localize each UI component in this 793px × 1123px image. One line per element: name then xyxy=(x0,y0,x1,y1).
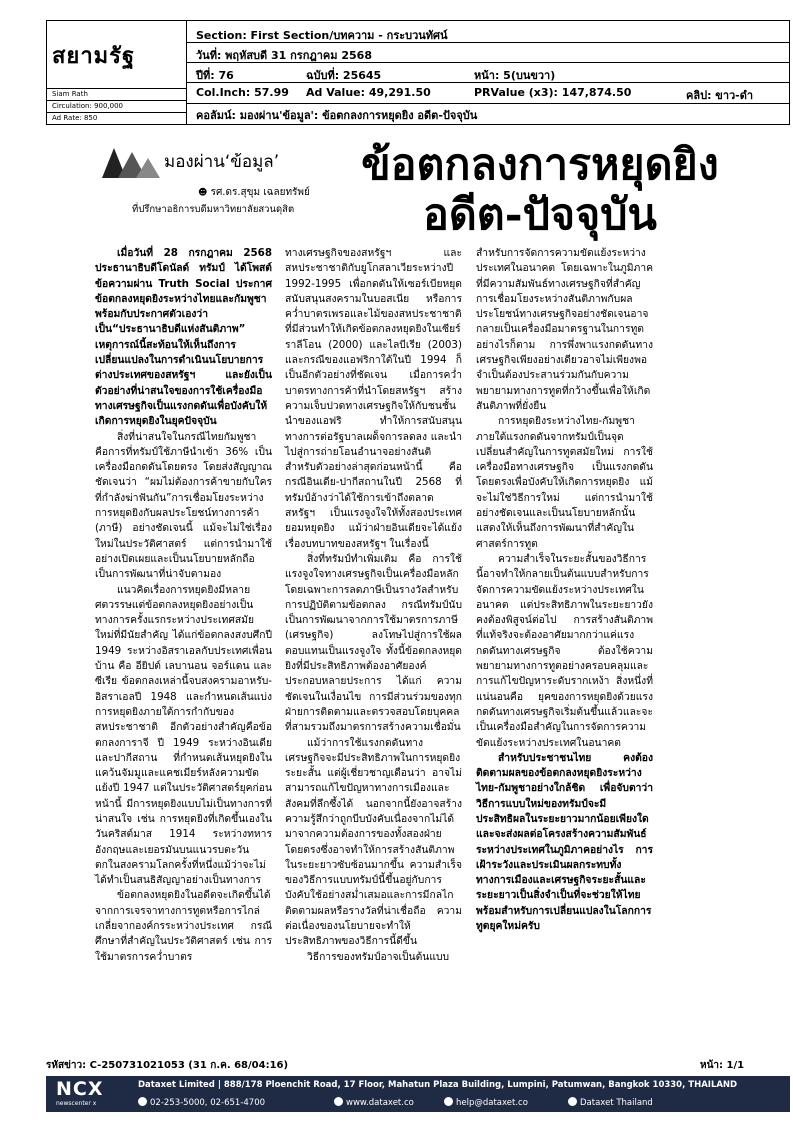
paragraph: ข้อตกลงหยุดยิงในอดีตจะเกิดขึ้นได้จากการเจรจาทางการทูตหรือการไกล่เกลี่ยจากองค์กรระหว่างประเทศ กรณีศึกษาที่สำคัญในประวัติศาสตร์ เช่น การใช้มาตรการคว่ำบาตร xyxy=(95,889,272,963)
author-icon: ☻ xyxy=(198,188,208,198)
publication-logo: สยามรัฐ xyxy=(52,44,136,69)
year-field: ปีที่: 76 xyxy=(196,69,234,82)
circulation: Circulation: 900,000 xyxy=(52,102,124,110)
facebook-link[interactable]: Dataxet Thailand xyxy=(580,1098,653,1108)
headline-line-2: อดีต-ปัจจุบัน xyxy=(423,190,657,240)
email-icon xyxy=(444,1097,453,1106)
author-name: รศ.ดร.สุขุม เฉลยทรัพย์ xyxy=(210,187,310,198)
page-count: หน้า: 1/1 xyxy=(700,1060,745,1071)
source-name: Siam Rath xyxy=(52,90,88,98)
footer-phone xyxy=(138,1097,265,1108)
headline-line-1: ข้อตกลงการหยุดยิง xyxy=(361,140,719,190)
paragraph: การหยุดยิงระหว่างไทย-กัมพูชาภายใต้แรงกดดันจากทรัมป์เป็นจุดเปลี่ยนสำคัญในการทูตสมัยใหม่ การใช้เครื่องมือทางเศรษฐกิจ เป็นแรงกดดันโดยตรงเพื่อบังคับให้เกิดการหยุดยิง แม้จะไม่ใช่วิธีการใหม่ แต่การนำมาใช้อย่างชัดเจนและเป็นนโยบายหลักนั้นแสดงให้เห็นถึงการพัฒนาที่สำคัญในศาสตร์การทูต xyxy=(476,415,653,550)
globe-icon xyxy=(334,1097,343,1106)
ad-rate: Ad Rate: 850 xyxy=(52,114,98,122)
column-field: คอลัมน์: มองผ่าน'ข้อมูล': ข้อตกลงการหยุดยิง อดีต-ปัจจุบัน xyxy=(196,109,478,122)
author-title: ที่ปรึกษาอธิการบดีมหาวิทยาลัยสวนดุสิต xyxy=(132,204,295,215)
phone-text: 02-253-5000, 02-651-4700 xyxy=(150,1098,266,1108)
column-name: มองผ่าน‘ข้อมูล’ xyxy=(164,152,280,172)
ncx-logo: NCX xyxy=(56,1078,104,1100)
paragraph: ทางเศรษฐกิจของสหรัฐฯ และสหประชาชาติกับยูโกสลาเวียระหว่างปี 1992-1995 เพื่อกดดันให้เซอร์เบียหยุดสนับสนุนสงครามในบอสเนีย หรือการคว่ำบาตรเพรอและไม้ของสหประชาชาติที่มีส่วนทำให้เกิดข้อตกลงหยุดยิงในเซียร์ราลีโอน (2000) และไลบีเรีย (2003) และกรณีของแอฟริกาใต้ในปี 1994 ก็เป็นอีกตัวอย่างที่ชัดเจน เมื่อการคว่ำบาตรทางการค้าที่นำโดยสหรัฐฯ สร้างความเจ็บปวดทางเศรษฐกิจให้กับชนชั้นนำของแอฟริ ทำให้การสนับสนุนทางการต่อรัฐบาลเผด็จการลดลง และนำไปสู่การถ่ายโอนอำนาจอย่างสันติ สำหรับตัวอย่างล่าสุดก่อนหน้านี้ คือ กรณีอินเดีย-ปากีสถานในปี 2568 ที่ทรัมป์อ้างว่าได้ใช้การเข้าถึงตลาดสหรัฐฯ เป็นแรงจูงใจให้ทั้งสองประเทศยอมหยุดยิง แม้ว่าฝ่ายอินเดียจะได้แย้งเรื่องบทบาทของสหรัฐฯ ในเรื่องนี้ xyxy=(285,247,462,550)
ad-value-field: Ad Value: 49,291.50 xyxy=(306,86,431,99)
page-field: หน้า: 5(บนขวา) xyxy=(474,69,556,82)
footer-website[interactable] xyxy=(334,1097,414,1108)
col-inch-field: Col.Inch: 57.99 xyxy=(196,86,289,99)
footer-email[interactable] xyxy=(444,1097,528,1108)
email-link[interactable]: help@dataxet.co xyxy=(456,1098,528,1108)
facebook-icon xyxy=(568,1097,577,1106)
body-column-1 xyxy=(95,246,272,965)
section-field: Section: First Section/บทความ - กระบวนทัศน์ xyxy=(196,29,448,42)
body-column-3 xyxy=(476,246,653,934)
paragraph: วิธีการของทรัมป์อาจเป็นต้นแบบ xyxy=(307,950,450,963)
website-link[interactable]: www.dataxet.co xyxy=(346,1098,414,1108)
footer-facebook[interactable] xyxy=(568,1097,653,1108)
paragraph-conclusion: สำหรับประชาชนไทย คงต้องติดตามผลของข้อตกลงหยุดยิงระหว่างไทย-กัมพูชาอย่างใกล้ชิด เพื่อจับตาว่าวิธีการแบบใหม่ของทรัมป์จะมีประสิทธิผลในระยะยาวมากน้อยเพียงใด และจะส่งผลต่อโครงสร้างความสัมพันธ์ระหว่างประเทศในภูมิภาคอย่างไร การเฝ้าระวังและประเมินผลกระทบทั้งทางการเมืองและเศรษฐกิจระยะสั้นและระยะยาวเป็นสิ่งจำเป็นที่จะช่วยให้ไทยพร้อมสำหรับการเปลี่ยนแปลงในโลกการทูตยุคใหม่ครับ xyxy=(476,751,653,933)
phone-icon xyxy=(138,1097,147,1106)
paragraph: แนวคิดเรื่องการหยุดยิงมีหลายศตวรรษแต่ข้อตกลงหยุดยิงอย่างเป็นทางการครั้งแรกระหว่างประเทศสมัยใหม่ที่มีนัยสำคัญ ได้แก่ข้อตกลงสงบศึกปี 1949 ระหว่างอิสราเอลกับประเทศเพื่อนบ้าน คือ อียิปต์ เลบานอน จอร์แดน และซีเรีย ข้อตกลงเหล่านี้จบสงครามอาหรับ-อิสราเอลปี 1948 และกำหนดเส้นแบ่งการหยุดยิงภายใต้การกำกับของสหประชาชาติ อีกตัวอย่างสำคัญคือข้อตกลงการาจี ปี 1949 ระหว่างอินเดียและปากีสถาน ที่กำหนดเส้นหยุดยิงในแคว้นจัมมูและแคชเมียร์หลังความขัดแย้งปี 1947 แต่ในประวัติศาสตร์ยุคก่อนหน้านี้ มีการหยุดยิงแบบไม่เป็นทางการที่น่าสนใจ เช่น การหยุดยิงที่เกิดขึ้นเองในวันคริสต์มาส 1914 ระหว่างทหารอังกฤษและเยอรมันบนแนวรบตะวันตกในสงครามโลกครั้งที่หนึ่งแม้ว่าจะไม่ได้ทำเป็นสนธิสัญญาอย่างเป็นทางการ xyxy=(95,583,272,887)
footer-bar xyxy=(46,1076,790,1112)
paragraph: แม้ว่าการใช้แรงกดดันทางเศรษฐกิจจะมีประสิทธิภาพในการหยุดยิงระยะสั้น แต่ผู้เชี่ยวชาญเตือนว่า อาจไม่สามารถแก้ไขปัญหาทางการเมืองและสังคมที่ลึกซึ้งได้ นอกจากนี้ยังอาจสร้างความรู้สึกว่าถูกบีบบังคับเนื่องจากไม่ได้มาจากความต้องการของทั้งสองฝ่ายโดยตรงซึ่งอาจทำให้การสร้างสันติภาพในระยะยาวซับซ้อนมากขึ้น ความสำเร็จของวิธีการแบบทรัมป์นี้ขึ้นอยู่กับการบังคับใช้อย่างสม่ำเสมอและการมีกลไกติดตามผลหรือรางวัลที่น่าเชื่อถือ ความต่อเนื่องของนโยบายจะทำให้ประสิทธิภาพของวิธีการนี้ดีขึ้น xyxy=(285,736,462,948)
headline xyxy=(340,140,740,240)
paragraph: สิ่งที่น่าสนใจในกรณีไทยกัมพูชา คือการที่ทรัมป์ใช้ภาษีนำเข้า 36% เป็นเครื่องมือกดดันโดยตรง โดยส่งสัญญาณชัดเจนว่า “ผมไม่ต้องการค้าขายกับใครที่กำลังฆ่าฟันกัน”การเชื่อมโยงระหว่างการหยุดยิงกับผลประโยชน์ทางการค้า (ภาษี) อย่างชัดเจนนี้ แม้จะไม่ใช่เรื่องใหม่ในประวัติศาสตร์ แต่การนำมาใช้อย่างเปิดเผยและเป็นนโยบายหลักถือเป็นการพัฒนาที่น่าจับตามอง xyxy=(95,430,272,581)
paragraph: สำหรับการจัดการความขัดแย้งระหว่างประเทศในอนาคต โดยเฉพาะในภูมิภาคที่มีความสัมพันธ์ทางเศรษฐกิจที่สำคัญ การเชื่อมโยงระหว่างสันติภาพกับผลประโยชน์ทางเศรษฐกิจอย่างชัดเจนอาจกลายเป็นเครื่องมือมาตรฐานในการทูต อย่างไรก็ตาม การพึ่งพาแรงกดดันทางเศรษฐกิจเพียงอย่างเดียวอาจไม่เพียงพอจำเป็นต้องประสานร่วมกันกับความพยายามทางการทูตที่กว้างขึ้นเพื่อให้เกิดสันติภาพที่ยั่งยืน xyxy=(476,247,653,412)
paragraph: ความสำเร็จในระยะสั้นของวิธีการนี้อาจทำให้กลายเป็นต้นแบบสำหรับการจัดการความขัดแย้งระหว่างประเทศในอนาคต แต่ประสิทธิภาพในระยะยาวยังคงต้องพิสูจน์ต่อไป การสร้างสันติภาพที่แท้จริงจะต้องอาศัยมากกว่าแค่แรงกดดันทางเศรษฐกิจ ต้องใช้ความพยายามทางการทูตอย่างครอบคลุมและการแก้ไขปัญหาระดับรากเหง้า สิ่งหนึ่งที่แน่นอนคือ ยุคของการหยุดยิงด้วยแรงกดดันทางเศรษฐกิจเริ่มต้นขึ้นแล้วและจะเป็นเครื่องมือสำคัญในการจัดการความขัดแย้งระหว่างประเทศในอนาคต xyxy=(476,552,653,749)
column-banner-icon xyxy=(100,142,164,182)
author-line xyxy=(198,185,310,200)
body-column-2 xyxy=(285,246,462,965)
paragraph: สิ่งที่ทรัมป์ทำเพิ่มเติม คือ การใช้แรงจูงใจทางเศรษฐกิจเป็นเครื่องมือหลัก โดยเฉพาะการลดภาษีเป็นรางวัลสำหรับการปฏิบัติตามข้อตกลง กรณีทรัมป์นับเป็นการพัฒนาจากการใช้มาตรการภาษี (เศรษฐกิจ) ลงโทษไปสู่การใช้ผลตอบแทนเป็นแรงจูงใจ ทั้งนี้ข้อตกลงหยุดยิงที่มีประสิทธิภาพต้องอาศัยองค์ประกอบหลายประการ ได้แก่ ความชัดเจนในเงื่อนไข การมีส่วนร่วมของทุกฝ่ายการติดตามและตรวจสอบโดยบุคคลที่สามรวมถึงมาตรการสร้างความเชื่อมั่น xyxy=(285,552,462,734)
column-banner xyxy=(100,142,320,184)
ncx-subtitle: newscenter x xyxy=(56,1100,97,1107)
clip-field: คลิป: ขาว-ดำ xyxy=(686,89,754,102)
pr-value-field: PRValue (x3): 147,874.50 xyxy=(474,86,632,99)
paragraph: เมื่อวันที่ 28 กรกฎาคม 2568 ประธานาธิบดีโดนัลด์ ทรัมป์ ได้โพสต์ข้อความผ่าน Truth Social ประกาศข้อตกลงหยุดยิงระหว่างไทยและกัมพูชา พร้อมกับประกาศตัวเองว่าเป็น“ประธานาธิบดีแห่งสันติภาพ” เหตุการณ์นี้สะท้อนให้เห็นถึงการเปลี่ยนแปลงในการดำเนินนโยบายการต่างประเทศของสหรัฐฯ และยังเป็นตัวอย่างที่น่าสนใจของการใช้เครื่องมือทางเศรษฐกิจเป็นแรงกดดันเพื่อบังคับให้เกิดการหยุดยิงในยุคปัจจุบัน xyxy=(95,247,272,428)
company-address: Dataxet Limited | 888/178 Ploenchit Road, 17 Floor, Mahatun Plaza Building, Lumpini, Patumwan, Bangkok 10330, THAILAND xyxy=(138,1080,738,1090)
reference-code: รหัสข่าว: C-250731021053 (31 ก.ค. 68/04:16) xyxy=(46,1060,289,1071)
date-field: วันที่: พฤหัสบดี 31 กรกฎาคม 2568 xyxy=(196,49,372,62)
issue-field: ฉบับที่: 25645 xyxy=(306,69,382,82)
